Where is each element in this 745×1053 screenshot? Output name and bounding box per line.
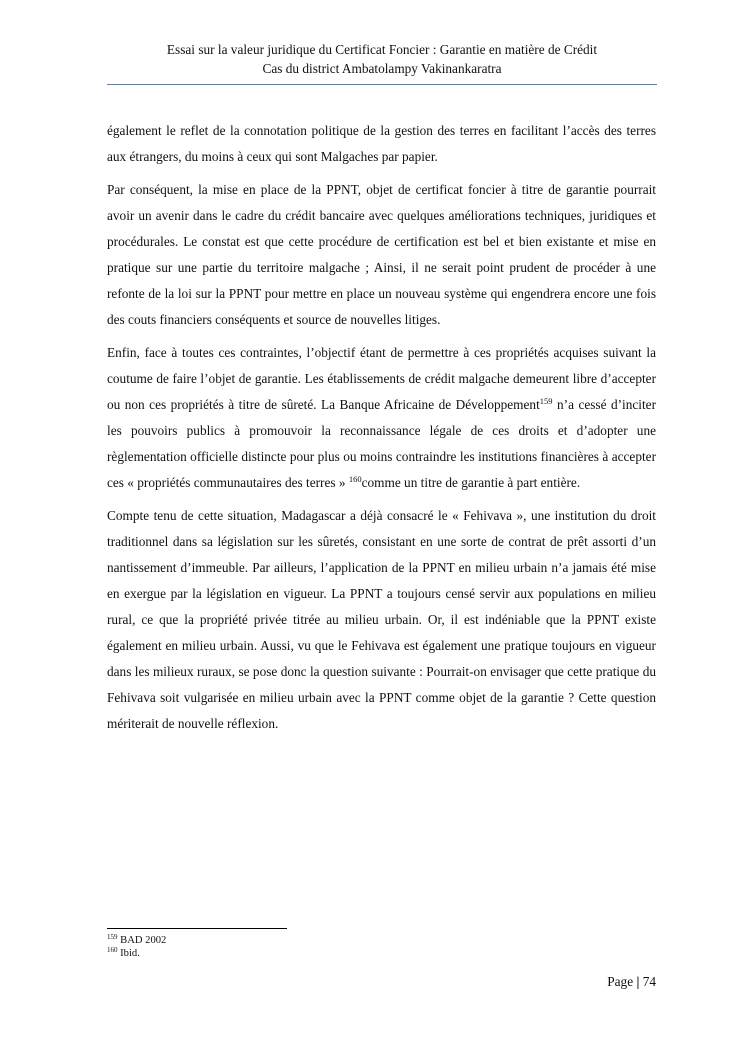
page-label: Page [607,974,634,989]
page-number-value: 74 [642,974,656,989]
paragraph-3-text-b: n’a cessé d’inciter les pouvoirs publics à promouvoir la reconnaissance légale de ces droits et d’adopter une règlementation officielle distincte pour plus ou moins contraindre les institutions financières à accepter ces « propriétés communautaires des terres » [107,397,657,490]
paragraph-4: Compte tenu de cette situation, Madagascar a déjà consacré le « Fehivava », une institution du droit traditionnel dans sa législation sur les sûretés, consistant en une sorte de contrat de prêt assorti d’un nantissement d’immeuble. Par ailleurs, l’application de la PPNT en milieu urbain n’a jamais été mise en exergue par la législation en vigueur. La PPNT a toujours censé servir aux populations en milieu rural, ce que la propriété privée titrée au milieu urbain. Or, il est indéniable que la PPNT existe également en milieu urbain. Aussi, vu que le Fehivava est également une pratique toujours en vigueur dans les milieux ruraux, se pose donc la question suivante : Pourrait-on envisager que cette pratique du Fehivava soit vulgarisée en milieu urbain avec la PPNT comme objet de la garantie ? Cette question mériterait de nouvelle réflexion. [107,508,656,731]
paragraph-2: Par conséquent, la mise en place de la PPNT, objet de certificat foncier à titre de garantie pourrait avoir un avenir dans le cadre du crédit bancaire avec quelques améliorations techniques, juridiques et procédurales. Le constat est que cette procédure de certification est bel et bien existante et mise en pratique sur une partie du territoire malgache ; Ainsi, il ne serait point prudent de procéder à une refonte de la loi sur la PPNT pour mettre en place un nouveau système qui engendrera encore une fois des couts financiers conséquents et source de nouvelles litiges. [107,182,656,327]
footnote-number: 160 [107,946,118,954]
footnote-ref-159[interactable]: 159 [539,396,553,406]
footnote-number: 159 [107,933,118,941]
page-separator: | [636,974,640,989]
footnote-item [107,947,507,960]
header-subtitle-line: Cas du district Ambatolampy Vakinankaratra [262,61,502,76]
paragraph-3 [107,340,656,496]
header-divider [107,84,657,85]
page-number [607,974,656,990]
footnote-separator [107,928,287,929]
footnote-item [107,934,507,947]
footnote-text: BAD 2002 [120,935,167,946]
paragraph-3-text-c: comme un titre de garantie à part entière. [361,475,581,490]
header-title-line: Essai sur la valeur juridique du Certificat Foncier : Garantie en matière de Crédit [166,42,598,57]
footnote-ref-160[interactable]: 160 [348,474,362,484]
running-header [107,40,657,78]
paragraph-1: également le reflet de la connotation politique de la gestion des terres en facilitant l’accès des terres aux étrangers, du moins à ceux qui sont Malgaches par papier. [107,123,656,164]
paragraph-3-text-a: Enfin, face à toutes ces contraintes, l’objectif étant de permettre à ces propriétés acquises suivant la coutume de faire l’objet de garantie. Les établissements de crédit malgache demeurent libre d’accepter ou non ces propriétés à titre de sûreté. La Banque Africaine de Développement [107,345,656,412]
footnotes [107,934,507,960]
footnote-text: Ibid. [120,948,140,959]
page-body [107,118,656,744]
